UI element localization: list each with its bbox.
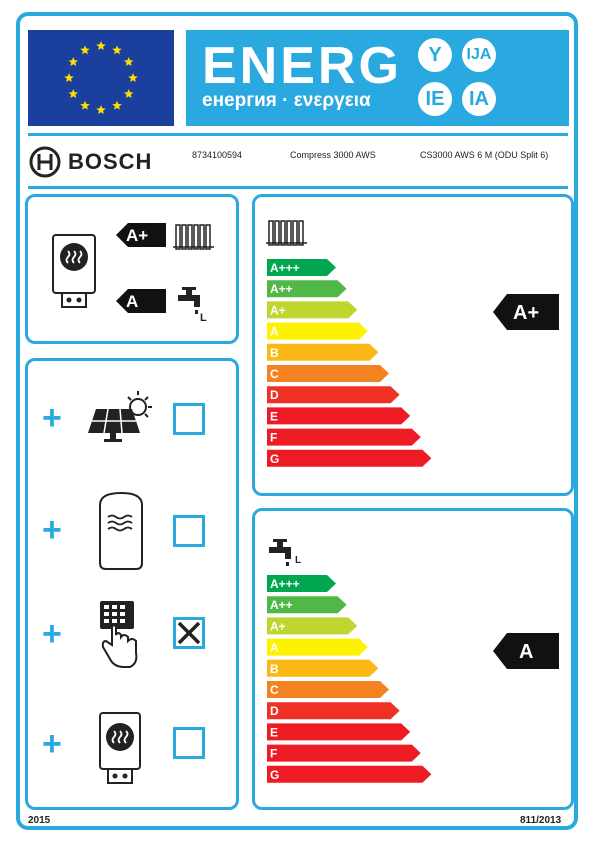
energy-subtitle: енергия · ενεργεια — [202, 90, 371, 111]
eu-star-icon — [96, 105, 106, 114]
heating-bar-label: A+ — [270, 303, 286, 318]
solar-checkbox[interactable] — [173, 403, 205, 435]
water-bar-label: A+ — [270, 619, 286, 634]
water-bar-aplusplusplus — [267, 575, 336, 592]
eu-star-icon — [124, 89, 134, 98]
eu-star-icon — [124, 57, 134, 66]
plus-heater: + — [42, 725, 62, 763]
heating-bar-label: A — [270, 324, 279, 339]
eu-star-icon — [112, 101, 122, 110]
heating-rating-arrow — [493, 294, 559, 330]
eu-star-icon — [69, 57, 79, 66]
eu-star-icon — [96, 41, 106, 50]
water-bar-label: A++ — [270, 598, 293, 613]
brand-separator — [28, 186, 568, 189]
energy-word: ENERG — [202, 37, 402, 95]
brand — [28, 142, 178, 182]
eu-star-icon — [80, 45, 90, 54]
water-bar-g — [267, 766, 431, 783]
summary-panel — [25, 194, 239, 344]
water-profile-label: L — [295, 555, 302, 566]
heating-scale — [255, 197, 573, 495]
heating-bar-label: D — [270, 388, 279, 403]
heater-checkbox[interactable] — [173, 727, 205, 759]
water-bar-label: F — [270, 746, 278, 761]
eu-star-icon — [112, 45, 122, 54]
summary-heating-class: A+ — [126, 226, 149, 245]
control-checkbox[interactable] — [173, 617, 205, 649]
water-bar-f — [267, 745, 421, 762]
heating-rating-label: A+ — [513, 302, 540, 324]
heating-bar-d — [267, 386, 400, 403]
summary-water-class: A — [126, 292, 139, 311]
heating-scale-panel — [252, 194, 574, 496]
heating-bar-aplusplusplus — [267, 259, 336, 276]
energy-header — [186, 30, 569, 126]
water-bar-label: D — [270, 704, 279, 719]
heating-bar-label: B — [270, 345, 279, 360]
hot-water-storage-tank-icon — [96, 489, 146, 575]
summary-water-profile: L — [200, 312, 207, 324]
plus-storage: + — [42, 511, 62, 549]
water-bar-label: E — [270, 725, 279, 740]
water-bar-aplus — [267, 617, 357, 634]
water-bar-label: C — [270, 683, 279, 697]
heating-bar-g — [267, 450, 431, 467]
heating-bar-a — [267, 323, 368, 340]
footer-regulation: 811/2013 — [520, 815, 562, 826]
eu-star-icon — [64, 73, 74, 82]
water-bar-label: A — [270, 640, 279, 655]
water-bar-label: A+++ — [270, 577, 300, 591]
brand-name: BOSCH — [68, 149, 153, 174]
plus-solar: + — [42, 399, 62, 437]
water-bar-label: G — [270, 767, 280, 782]
heating-bar-aplusplus — [267, 280, 347, 297]
eu-flag — [28, 30, 174, 126]
heating-radiator-icon — [266, 221, 307, 245]
summary-heating-arrow — [116, 223, 166, 247]
heating-bar-label: G — [270, 451, 280, 466]
suffix-ija: IJA — [462, 38, 496, 72]
water-bar-d — [267, 702, 400, 719]
bosch-logo-icon — [28, 145, 62, 179]
heating-bar-b — [267, 344, 378, 361]
heating-bar-label: F — [270, 430, 278, 445]
eu-stars-icon — [28, 30, 174, 126]
options-panel — [25, 358, 239, 810]
eu-star-icon — [69, 89, 79, 98]
water-rating-arrow — [493, 633, 559, 669]
heating-bar-aplus — [267, 301, 357, 318]
heating-bar-e — [267, 407, 410, 424]
water-scale — [255, 511, 573, 809]
plus-control: + — [42, 615, 62, 653]
water-bar-aplusplus — [267, 596, 347, 613]
tap-icon — [178, 287, 200, 314]
water-bar-label: B — [270, 661, 279, 676]
water-bar-c — [267, 681, 389, 698]
header-separator — [28, 133, 568, 136]
product-variant: CS3000 AWS 6 M (ODU Split 6) — [420, 150, 549, 160]
boiler-icon — [53, 235, 95, 307]
suffix-y: Y — [418, 38, 452, 72]
suffix-ie: IE — [418, 82, 452, 116]
summary-graphics — [28, 197, 238, 343]
heating-bar-label: A++ — [270, 282, 293, 297]
heating-bar-label: E — [270, 409, 279, 424]
eu-star-icon — [128, 73, 138, 82]
footer-year: 2015 — [28, 815, 51, 826]
water-rating-label: A — [519, 641, 534, 663]
water-bar-e — [267, 723, 410, 740]
heating-bar-c — [267, 365, 389, 382]
solar-collector-icon — [86, 385, 156, 445]
supplementary-heater-icon — [96, 711, 146, 791]
heating-bar-f — [267, 429, 421, 446]
summary-water-arrow — [116, 289, 166, 313]
product-code: 8734100594 — [192, 150, 243, 160]
temperature-control-icon — [94, 597, 144, 671]
water-scale-panel — [252, 508, 574, 810]
storage-checkbox[interactable] — [173, 515, 205, 547]
check-cross-icon — [176, 620, 202, 646]
water-tap-icon — [269, 539, 291, 566]
eu-star-icon — [80, 101, 90, 110]
suffix-ia: IA — [462, 82, 496, 116]
water-bar-b — [267, 660, 378, 677]
product-model: Compress 3000 AWS — [290, 150, 376, 160]
heating-bar-label: C — [270, 367, 279, 381]
heating-bar-label: A+++ — [270, 261, 300, 275]
water-bar-a — [267, 639, 368, 656]
radiator-icon — [173, 225, 214, 249]
